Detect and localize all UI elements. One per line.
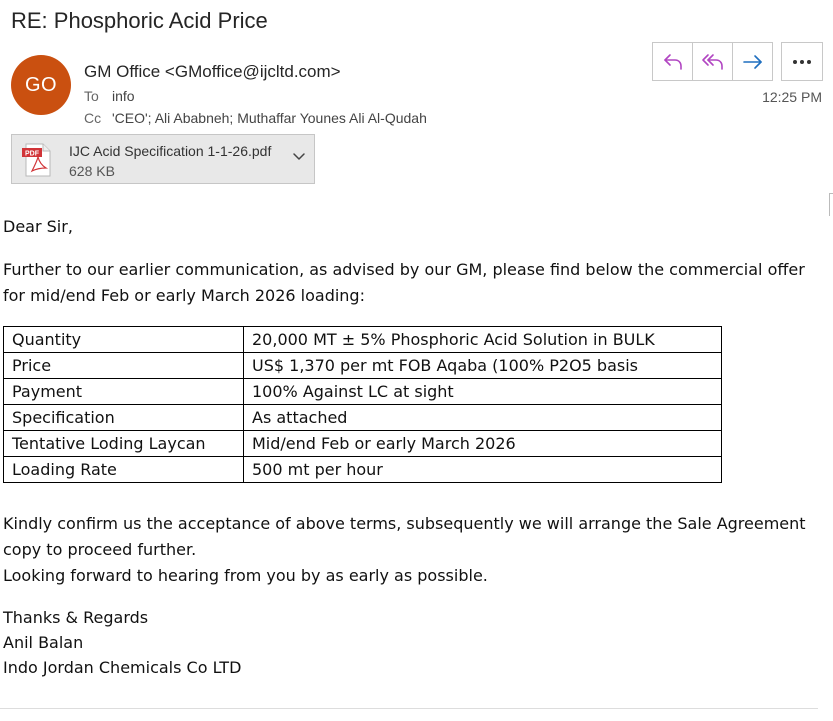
reply-actions [652,42,773,81]
sender-avatar[interactable]: GO [11,55,71,115]
attachment-card[interactable] [11,134,315,184]
to-label: To [84,88,99,104]
offer-label: Payment [4,379,244,405]
email-body [3,214,831,309]
more-icon [792,59,812,65]
reply-all-button[interactable] [692,43,732,80]
offer-label: Loading Rate [4,457,244,483]
chevron-down-icon[interactable] [292,152,306,162]
forward-icon [742,52,764,72]
cc-recipients[interactable]: 'CEO'; Ali Ababneh; Muthaffar Younes Ali Al-Qudah [112,110,427,126]
signature-block [3,605,241,680]
offer-value: As attached [244,405,722,431]
table-row [4,431,722,457]
pdf-file-icon [21,143,53,177]
pdf-icon-label: PDF [25,150,39,158]
offer-table [3,326,722,483]
offer-value: 100% Against LC at sight [244,379,722,405]
table-row [4,457,722,483]
signer-company: Indo Jordan Chemicals Co LTD [3,658,242,677]
looking-forward-line: Looking forward to hearing from you by as early as possible. [3,566,488,585]
sender-name[interactable]: GM Office <GMoffice@ijcltd.com> [84,62,341,81]
email-subject: RE: Phosphoric Acid Price [11,8,268,33]
offer-value: 500 mt per hour [244,457,722,483]
table-row [4,379,722,405]
intro-line-1: Further to our earlier communication, as advised by our GM, please find below the commercial offer [3,260,805,279]
forward-button[interactable] [732,43,772,80]
offer-label: Specification [4,405,244,431]
offer-value: Mid/end Feb or early March 2026 [244,431,722,457]
to-recipient[interactable]: info [112,88,135,104]
signer-name: Anil Balan [3,633,84,652]
scrollbar-edge[interactable] [829,193,833,216]
closing-paragraph [3,511,831,589]
table-row [4,353,722,379]
attachment-size: 628 KB [69,163,115,179]
table-row [4,327,722,353]
more-actions-button[interactable] [781,42,823,81]
offer-value: 20,000 MT ± 5% Phosphoric Acid Solution in BULK [244,327,722,353]
table-row [4,405,722,431]
reply-button[interactable] [653,43,692,80]
confirm-line-1: Kindly confirm us the acceptance of above terms, subsequently we will arrange the Sale Agreement [3,514,806,533]
quoted-divider [0,708,818,709]
intro-line-2: for mid/end Feb or early March 2026 loading: [3,286,365,305]
reply-icon [662,52,684,72]
attachment-name: IJC Acid Specification 1-1-26.pdf [69,143,272,159]
confirm-line-2: copy to proceed further. [3,540,197,559]
offer-value: US$ 1,370 per mt FOB Aqaba (100% P2O5 basis [244,353,722,379]
greeting: Dear Sir, [3,217,73,236]
cc-row [84,110,427,126]
offer-label: Quantity [4,327,244,353]
reply-all-icon [701,52,725,72]
cc-label: Cc [84,110,102,126]
received-time: 12:25 PM [762,89,822,105]
offer-label: Tentative Loding Laycan [4,431,244,457]
to-row [84,88,135,104]
closing-line: Thanks & Regards [3,608,149,627]
offer-label: Price [4,353,244,379]
